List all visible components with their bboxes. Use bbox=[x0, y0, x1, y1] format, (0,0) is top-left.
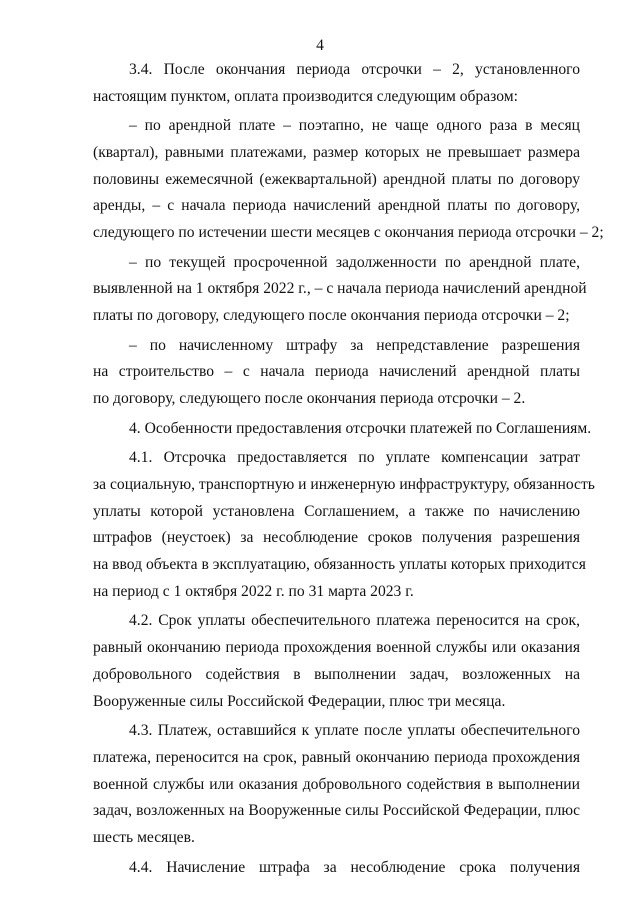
text-line: платы по договору, следующего после окончания периода отсрочки – 2; bbox=[93, 307, 570, 325]
text-line: 4.4. Начисление штрафа за несоблюдение срока получения bbox=[129, 858, 580, 876]
text-line: на строительство – с начала периода начислений арендной платы bbox=[93, 363, 580, 381]
paragraph-section-4 bbox=[93, 416, 592, 443]
paragraph-3-4 bbox=[93, 57, 580, 110]
text-line: 4.3. Платеж, оставшийся к уплате после уплаты обеспечительного bbox=[129, 722, 580, 740]
text-line: задач, возложенных на Вооруженные силы Российской Федерации, плюс bbox=[93, 802, 580, 820]
text-line: настоящим пунктом, оплата производится следующим образом: bbox=[93, 87, 518, 105]
paragraph-4-2 bbox=[93, 608, 580, 715]
text-line: выявленной на 1 октября 2022 г., – с начала периода начислений арендной bbox=[93, 280, 587, 298]
text-line: на период с 1 октября 2022 г. по 31 марта 2023 г. bbox=[93, 582, 414, 600]
text-line: уплаты которой установлена Соглашением, а также по начислению bbox=[93, 502, 580, 520]
text-line: шесть месяцев. bbox=[93, 828, 195, 846]
paragraph-rent-payment bbox=[93, 113, 604, 247]
text-line: штрафов (неустоек) за несоблюдение сроков получения разрешения bbox=[93, 529, 580, 547]
paragraph-4-4 bbox=[93, 855, 580, 882]
text-line: военной службы или оказания добровольного содействия в выполнении bbox=[93, 775, 580, 793]
text-line: за социальную, транспортную и инженерную инфраструктуру, обязанность bbox=[93, 476, 595, 493]
text-line: 4. Особенности предоставления отсрочки платежей по Соглашениям. bbox=[129, 419, 592, 437]
text-line: 4.1. Отсрочка предоставляется по уплате компенсации затрат bbox=[129, 449, 580, 467]
paragraph-penalty bbox=[93, 333, 580, 413]
text-line: 4.2. Срок уплаты обеспечительного платежа переносится на срок, bbox=[129, 612, 580, 630]
text-line: – по текущей просроченной задолженности по арендной плате, bbox=[129, 253, 580, 271]
text-line: (квартал), равными платежами, размер которых не превышает размера bbox=[93, 144, 580, 161]
text-line: Вооруженные силы Российской Федерации, плюс три месяца. bbox=[93, 692, 506, 710]
text-line: следующего по истечении шести месяцев с окончания периода отсрочки – 2; bbox=[93, 224, 604, 242]
text-line: равный окончанию периода прохождения военной службы или оказания bbox=[93, 639, 580, 657]
text-line: половины ежемесячной (ежеквартальной) арендной платы по договору bbox=[93, 170, 580, 188]
text-line: добровольного содействия в выполнении задач, возложенных на bbox=[93, 665, 580, 683]
page-number: 4 bbox=[316, 37, 324, 54]
text-line: 3.4. После окончания периода отсрочки – 2, установленного bbox=[129, 61, 580, 78]
text-line: по договору, следующего после окончания периода отсрочки – 2. bbox=[93, 390, 526, 408]
text-line: платежа, переносится на срок, равный окончанию периода прохождения bbox=[93, 748, 580, 766]
paragraph-4-3 bbox=[93, 718, 580, 852]
text-line: на ввод объекта в эксплуатацию, обязанность уплаты которых приходится bbox=[93, 556, 586, 574]
text-line: – по арендной плате – поэтапно, не чаще одного раза в месяц bbox=[129, 117, 580, 135]
paragraph-overdue-debt bbox=[93, 250, 587, 330]
paragraph-4-1 bbox=[93, 445, 595, 605]
text-line: – по начисленному штрафу за непредставление разрешения bbox=[129, 336, 580, 354]
document-body bbox=[93, 57, 604, 884]
text-line: аренды, – с начала периода начислений арендной платы по договору, bbox=[93, 197, 580, 215]
